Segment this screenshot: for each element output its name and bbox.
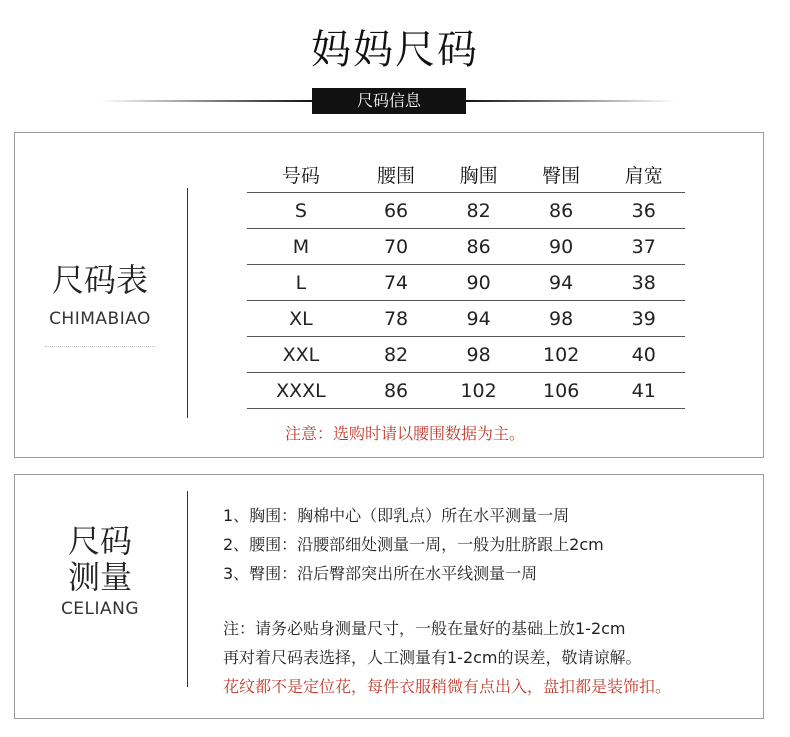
cell: XXL xyxy=(247,337,355,373)
size-chart-subheading: CHIMABIAO xyxy=(49,309,151,329)
cell: 74 xyxy=(355,265,438,301)
panel-divider xyxy=(187,188,188,418)
cell: 86 xyxy=(355,373,438,409)
measurement-heading-line2: 测量 xyxy=(67,558,132,596)
cell: 36 xyxy=(602,193,685,229)
cell: 82 xyxy=(437,193,520,229)
cell: 90 xyxy=(437,265,520,301)
cell: 98 xyxy=(437,337,520,373)
table-row xyxy=(247,229,685,265)
cell: 39 xyxy=(602,301,685,337)
title-divider-right xyxy=(466,100,676,102)
table-row xyxy=(247,301,685,337)
measurement-subheading: CELIANG xyxy=(60,599,140,619)
table-row xyxy=(247,373,685,409)
cell: 41 xyxy=(602,373,685,409)
cell: 90 xyxy=(520,229,603,265)
header-hip: 臀围 xyxy=(520,157,603,193)
cell: 86 xyxy=(437,229,520,265)
cell: 106 xyxy=(520,373,603,409)
cell: 82 xyxy=(355,337,438,373)
panel-divider xyxy=(187,491,188,687)
header-bust: 胸围 xyxy=(437,157,520,193)
cell: 78 xyxy=(355,301,438,337)
cell: S xyxy=(247,193,355,229)
cell: XL xyxy=(247,301,355,337)
cell: 38 xyxy=(602,265,685,301)
measure-note-1: 注：请务必贴身测量尺寸，一般在量好的基础上放1-2cm xyxy=(223,619,626,638)
section-banner: 尺码信息 xyxy=(312,88,466,114)
table-row xyxy=(247,265,685,301)
size-table xyxy=(247,157,685,409)
cell: 70 xyxy=(355,229,438,265)
cell: M xyxy=(247,229,355,265)
title-divider-left xyxy=(100,100,312,102)
measure-note-2: 再对着尺码表选择，人工测量有1-2cm的误差，敬请谅解。 xyxy=(223,648,642,667)
cell: 102 xyxy=(437,373,520,409)
measurement-panel xyxy=(14,474,764,719)
cell: 94 xyxy=(437,301,520,337)
cell: 86 xyxy=(520,193,603,229)
size-chart-panel xyxy=(14,132,764,458)
cell: 102 xyxy=(520,337,603,373)
measurement-heading xyxy=(35,523,165,595)
measure-note-3: 花纹都不是定位花，每件衣服稍微有点出入，盘扣都是装饰扣。 xyxy=(223,677,672,696)
cell: 37 xyxy=(602,229,685,265)
measurement-heading-line1: 尺码 xyxy=(67,522,132,560)
size-note: 注意：选购时请以腰围数据为主。 xyxy=(285,424,526,443)
header-waist: 腰围 xyxy=(355,157,438,193)
cell: 94 xyxy=(520,265,603,301)
table-row xyxy=(247,193,685,229)
page-title: 妈妈尺码 xyxy=(311,27,479,73)
measure-line-waist: 2、腰围：沿腰部细处测量一周，一般为肚脐跟上2cm xyxy=(223,535,604,554)
table-row xyxy=(247,337,685,373)
table-header-row xyxy=(247,157,685,193)
size-chart-heading: 尺码表 xyxy=(51,261,148,299)
header-shoulder: 肩宽 xyxy=(602,157,685,193)
measure-line-hip: 3、臀围：沿后臀部突出所在水平线测量一周 xyxy=(223,564,538,583)
cell: L xyxy=(247,265,355,301)
decorative-dots xyxy=(45,346,155,347)
cell: 40 xyxy=(602,337,685,373)
cell: XXXL xyxy=(247,373,355,409)
header-size: 号码 xyxy=(247,157,355,193)
cell: 66 xyxy=(355,193,438,229)
measure-line-bust: 1、胸围：胸棉中心（即乳点）所在水平测量一周 xyxy=(223,506,570,525)
cell: 98 xyxy=(520,301,603,337)
